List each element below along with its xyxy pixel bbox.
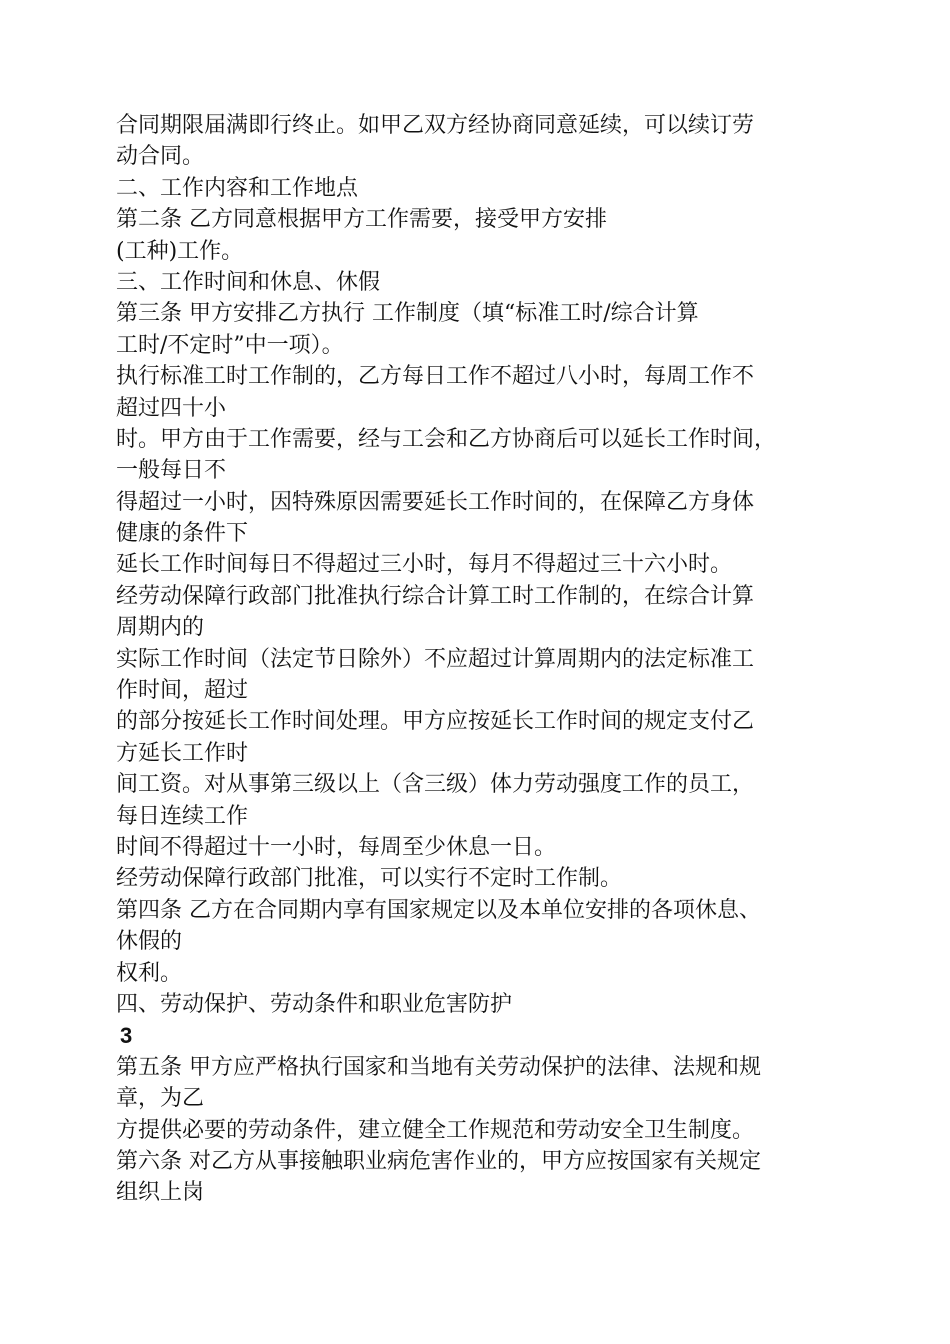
text-line: 超过四十小 (116, 395, 227, 421)
page-number: 3 (120, 1023, 133, 1049)
text-line: 执行标准工时工作制的，乙方每日工作不超过八小时，每周工作不 (116, 364, 755, 390)
text-line: 方提供必要的劳动条件，建立健全工作规范和劳动安全卫生制度。 (116, 1117, 755, 1143)
text-line: 作时间，超过 (116, 678, 249, 704)
text-line: 延长工作时间每日不得超过三小时，每月不得超过三十六小时。 (116, 552, 733, 578)
text-line: 动合同。 (116, 144, 205, 170)
text-line: 方延长工作时 (116, 740, 249, 766)
text-line: 时间不得超过十一小时，每周至少休息一日。 (116, 834, 557, 860)
section-heading: 四、劳动保护、劳动条件和职业危害防护 (116, 991, 513, 1017)
text-line: 工时/不定时”中一项）。 (116, 332, 344, 358)
text-line: 一般每日不 (116, 458, 227, 484)
article-line: 第五条 甲方应严格执行国家和当地有关劳动保护的法律、法规和规 (116, 1054, 761, 1080)
text-line: (工种)工作。 (116, 238, 244, 264)
text-line: 健康的条件下 (116, 521, 249, 547)
text-line: 组织上岗 (116, 1180, 205, 1206)
text-line: 经劳动保障行政部门批准，可以实行不定时工作制。 (116, 866, 623, 892)
text-line: 合同期限届满即行终止。如甲乙双方经协商同意延续，可以续订劳 (116, 113, 755, 138)
text-line: 经劳动保障行政部门批准执行综合计算工时工作制的，在综合计算 (116, 583, 755, 609)
text-line: 实际工作时间（法定节日除外）不应超过计算周期内的法定标准工 (116, 646, 755, 672)
text-line: 权利。 (116, 960, 183, 986)
text-line: 休假的 (116, 929, 183, 955)
text-line: 时。甲方由于工作需要，经与工会和乙方协商后可以延长工作时间， (116, 426, 777, 452)
section-heading: 二、工作内容和工作地点 (116, 175, 359, 201)
article-line: 第三条 甲方安排乙方执行 工作制度（填“标准工时/综合计算 (116, 301, 699, 327)
section-heading: 三、工作时间和休息、休假 (116, 269, 381, 295)
article-line: 第二条 乙方同意根据甲方工作需要，接受甲方安排 (116, 207, 607, 233)
article-line: 第六条 对乙方从事接触职业病危害作业的，甲方应按国家有关规定 (116, 1148, 761, 1174)
text-line: 每日连续工作 (116, 803, 249, 829)
text-line: 的部分按延长工作时间处理。甲方应按延长工作时间的规定支付乙 (116, 709, 755, 735)
text-line: 周期内的 (116, 615, 205, 641)
document-body (116, 110, 836, 1209)
article-line: 第四条 乙方在合同期内享有国家规定以及本单位安排的各项休息、 (116, 897, 761, 923)
text-line: 章，为乙 (116, 1086, 205, 1112)
text-line: 得超过一小时，因特殊原因需要延长工作时间的，在保障乙方身体 (116, 489, 755, 515)
text-line: 间工资。对从事第三级以上（含三级）体力劳动强度工作的员工， (116, 772, 755, 798)
